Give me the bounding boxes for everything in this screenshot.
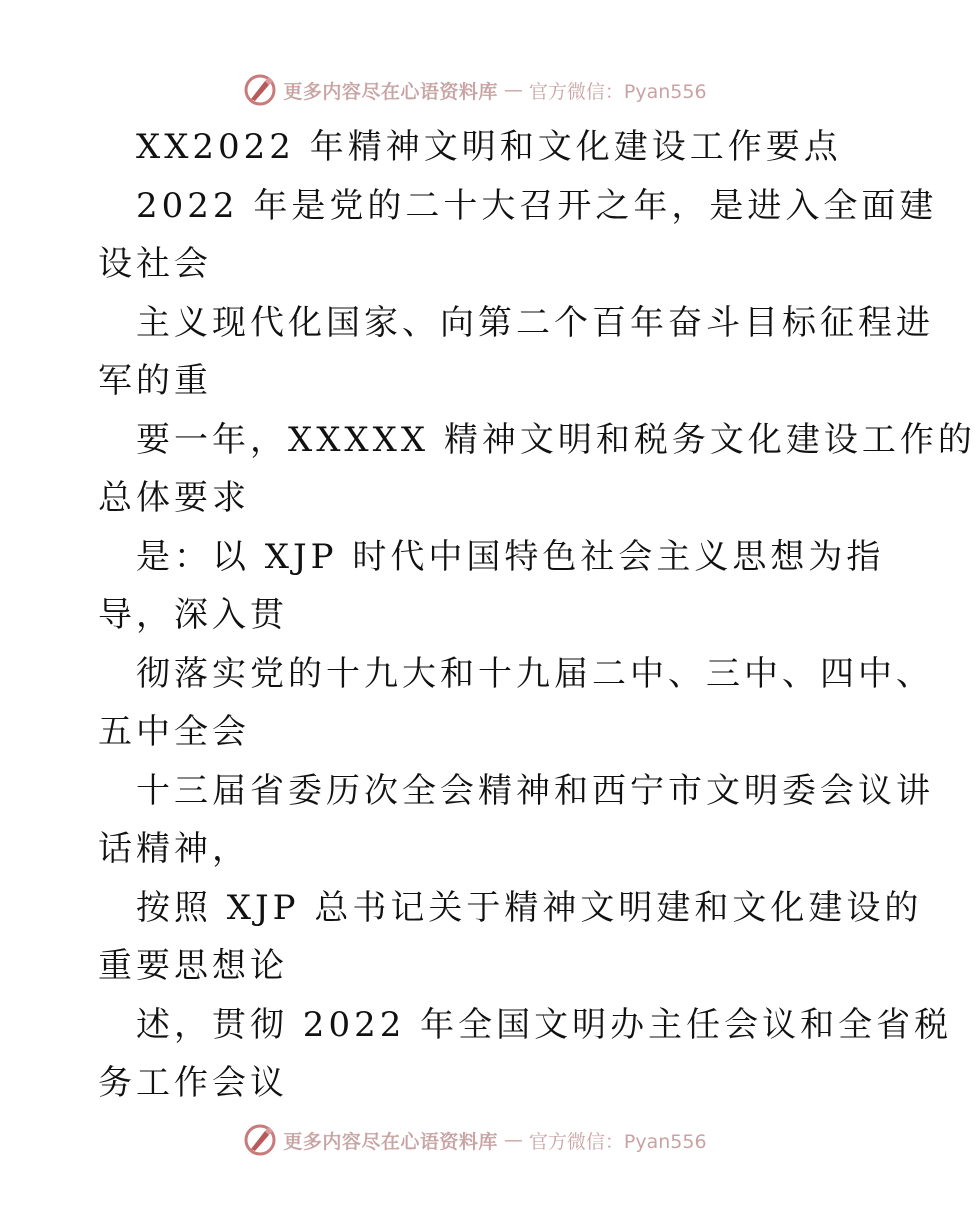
- header-banner-text: 更多内容尽在心语资料库: [283, 80, 498, 103]
- document-line: 彻落实党的十九大和十九届二中、三中、四中、: [136, 653, 934, 694]
- pen-quill-logo-icon: [243, 1123, 277, 1157]
- document-line: 话精神，: [98, 829, 250, 869]
- document-line: 重要思想论: [98, 946, 288, 986]
- header-banner: [0, 70, 950, 110]
- document-line: 导，深入贯: [98, 595, 288, 635]
- document-line: 军的重: [98, 361, 212, 401]
- document-body: [98, 118, 976, 1113]
- document-line: 设社会: [98, 244, 212, 284]
- document-line: 述，贯彻 2022 年全国文明办主任会议和全省税: [136, 1004, 953, 1045]
- footer-banner: [0, 1120, 950, 1160]
- header-banner-separator: —: [503, 79, 523, 101]
- document-line: 是：以 XJP 时代中国特色社会主义思想为指: [136, 536, 885, 577]
- footer-banner-text: 更多内容尽在心语资料库: [283, 1130, 498, 1153]
- document-title: XX2022 年精神文明和文化建设工作要点: [136, 127, 842, 167]
- document-line: 总体要求: [98, 478, 250, 518]
- document-line: 按照 XJP 总书记关于精神文明建和文化建设的: [136, 887, 923, 928]
- pen-quill-logo-icon: [243, 73, 277, 107]
- document-line: 2022 年是党的二十大召开之年，是进入全面建: [136, 185, 938, 226]
- footer-banner-wechat: 官方微信：Pyan556: [528, 1130, 707, 1153]
- document-line: 要一年，XXXXX 精神文明和税务文化建设工作的: [136, 419, 976, 460]
- document-line: 务工作会议: [98, 1063, 288, 1103]
- document-line: 十三届省委历次全会精神和西宁市文明委会议讲: [136, 770, 934, 811]
- header-banner-wechat: 官方微信：Pyan556: [528, 80, 707, 103]
- document-line: 主义现代化国家、向第二个百年奋斗目标征程进: [136, 302, 934, 343]
- document-line: 五中全会: [98, 712, 250, 752]
- footer-banner-separator: —: [503, 1129, 523, 1151]
